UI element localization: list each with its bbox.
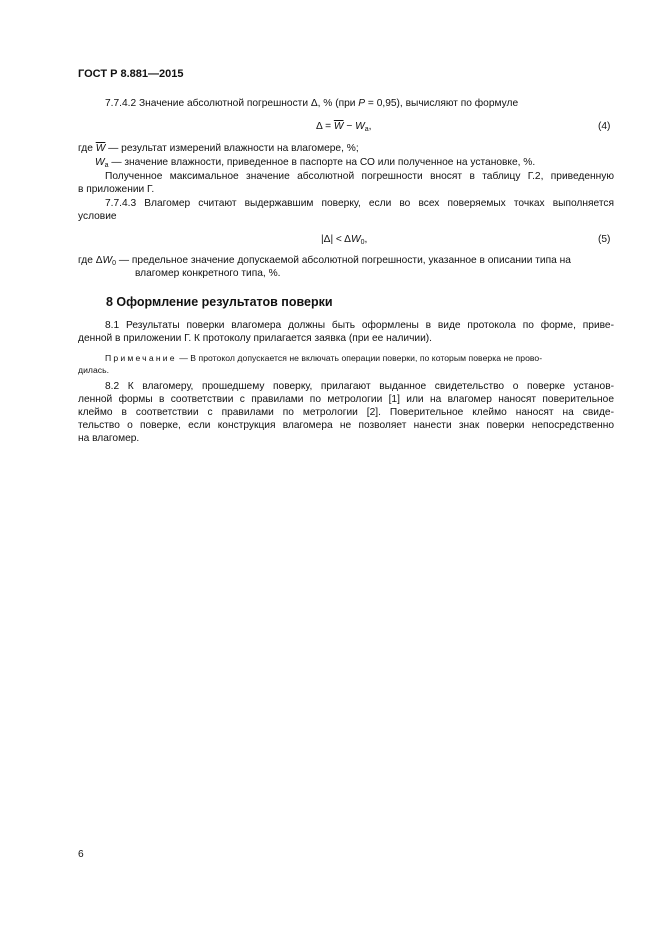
where-dw0-w: W [102, 255, 113, 266]
wa-sub: a [104, 162, 109, 169]
paragraph-7742-intro [105, 98, 518, 110]
paragraph-82-line-3: клеймо в соответствии с правилами по метрологии [2]. Поверительное клеймо наносят на свиде- [78, 407, 614, 418]
where-w-desc: — результат измерений влажности на влагомере, %; [105, 143, 359, 154]
formula-4-minus: − [343, 121, 356, 132]
intro-start: 7.7.4.2 Значение абсолютной погрешности Δ, % (при [105, 98, 359, 109]
where-dw0-sub: 0 [112, 260, 117, 267]
where-prefix: где [78, 143, 96, 154]
paragraph-81-line-1: 8.1 Результаты поверки влагомера должны быть оформлены в виде протокола по форме, приве- [105, 320, 614, 331]
wa-letter: W [95, 157, 105, 168]
paragraph-7743-line-2: условие [78, 211, 117, 222]
formula-5-left: |Δ| < Δ [321, 234, 351, 245]
wa-desc: — значение влажности, приведенное в паспорте на СО или полученное на установке, %. [108, 157, 536, 168]
where-w-bar: $\overline{W}$ [95, 143, 106, 154]
formula-4-sub: a [364, 126, 369, 133]
note-label: Примечание [105, 353, 177, 363]
where-dw0-line-2: влагомер конкретного типа, %. [135, 268, 281, 279]
formula-5-sub: 0 [360, 239, 365, 246]
formula-4 [316, 121, 371, 133]
paragraph-7743-line-1: 7.7.4.3 Влагомер считают выдержавшим поверку, если во всех поверяемых точках выполняется [105, 198, 614, 209]
note-text-1: — В протокол допускается не включать операции поверки, по которым поверка не прово- [176, 353, 543, 363]
formula-4-lhs: Δ = [316, 121, 334, 132]
where-wa-line [95, 157, 535, 169]
formula-4-w-bar: $\overline{W}$ [333, 121, 344, 132]
where-dw0-desc-1: — предельное значение допускаемой абсолютной погрешности, указанное в описании типа на [116, 255, 571, 266]
document-code: ГОСТ Р 8.881—2015 [78, 68, 184, 80]
where-dw0-prefix: где Δ [78, 255, 103, 266]
max-value-line-1: Полученное максимальное значение абсолютной погрешности вносят в таблицу Г.2, приведенную [105, 171, 614, 182]
formula-5 [321, 234, 367, 246]
max-value-line-2: в приложении Г. [78, 184, 155, 195]
paragraph-82-line-2: ленной формы в соответствии с правилами по метрологии [1] или на влагомер наносят поверительное [78, 394, 614, 405]
intro-p: P [358, 98, 366, 109]
where-w-line [78, 143, 359, 155]
paragraph-82-line-5: на влагомер. [78, 433, 140, 444]
formula-5-end: , [364, 234, 368, 245]
formula-5-number: (5) [598, 234, 611, 245]
formula-4-number: (4) [598, 121, 611, 132]
paragraph-82-line-4: тельство о поверке, если конструкция влагомера не позволяет нанести знак поверки непосредственно [78, 420, 614, 431]
formula-4-wa: W [355, 121, 365, 132]
where-dw0-line-1 [78, 255, 571, 267]
formula-4-end: , [368, 121, 372, 132]
intro-end: = 0,95), вычисляют по формуле [365, 98, 519, 109]
formula-5-w: W [350, 234, 361, 245]
note-line-1 [105, 352, 542, 364]
paragraph-82-line-1: 8.2 К влагомеру, прошедшему поверку, прилагают выданное свидетельство о поверке установ- [105, 381, 614, 392]
page-number: 6 [78, 849, 84, 860]
paragraph-81-line-2: денной в приложении Г. К протоколу прилагается заявка (при ее наличии). [78, 333, 433, 344]
section-8-title: 8 Оформление результатов поверки [106, 295, 333, 309]
note-line-2: дилась. [78, 365, 110, 375]
